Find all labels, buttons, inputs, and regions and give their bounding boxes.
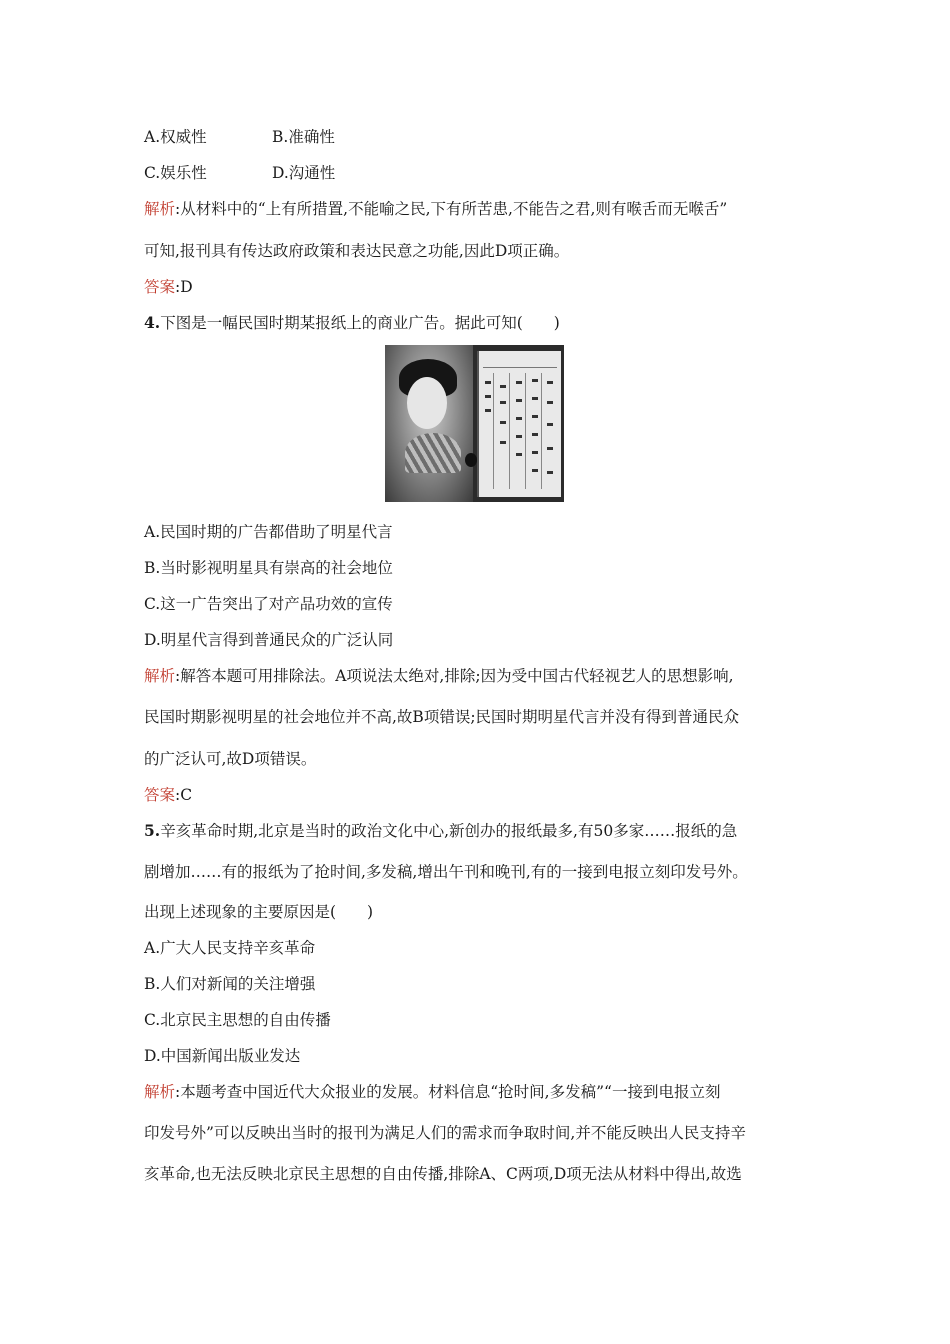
q3-analysis-text-1: :从材料中的“上有所措置,不能喻之民,下有所苦患,不能告之君,则有喉舌而无喉舌”: [175, 200, 728, 218]
q5-stem-line-3: 出现上述现象的主要原因是( ): [144, 903, 374, 921]
q5-stem-line-2: 剧增加……有的报纸为了抢时间,多发稿,增出午刊和晚刊,有的一接到电报立刻印发号外。: [144, 863, 748, 881]
q5-option-c: C.北京民主思想的自由传播: [144, 1011, 331, 1029]
q5-number: 5.: [144, 821, 161, 840]
q4-analysis-line-3: 的广泛认可,故D项错误。: [144, 750, 317, 768]
q4-stem: [144, 313, 560, 333]
q5-analysis-line-1: [144, 1082, 720, 1102]
q3-option-a: A.权威性: [144, 128, 207, 146]
q3-option-d: D.沟通性: [272, 164, 336, 182]
q5-analysis-label: 解析: [144, 1083, 176, 1101]
q4-option-a: A.民国时期的广告都借助了明星代言: [144, 523, 393, 541]
q3-option-b: B.准确性: [272, 128, 335, 146]
q4-answer-label: 答案: [144, 786, 176, 804]
q4-analysis-line-1: [144, 666, 734, 686]
q5-stem-text-1: 辛亥革命时期,北京是当时的政治文化中心,新创办的报纸最多,有50多家……报纸的急: [160, 822, 738, 840]
q5-analysis-line-2: 印发号外”可以反映出当时的报刊为满足人们的需求而争取时间,并不能反映出人民支持辛: [144, 1124, 746, 1142]
q5-stem-line-1: [144, 821, 737, 841]
q3-analysis-line-2: 可知,报刊具有传达政府政策和表达民意之功能,因此D项正确。: [144, 242, 570, 260]
q4-stem-text: 下图是一幅民国时期某报纸上的商业广告。据此可知( ): [160, 314, 560, 332]
q4-analysis-label: 解析: [144, 667, 176, 685]
q5-option-b: B.人们对新闻的关注增强: [144, 975, 316, 993]
actress-photo: [385, 345, 473, 502]
ad-text-panel: [477, 351, 561, 497]
q3-answer: [144, 277, 193, 297]
q3-analysis-label: 解析: [144, 200, 176, 218]
q4-option-b: B.当时影视明星具有崇高的社会地位: [144, 559, 393, 577]
q3-analysis-line-1: [144, 199, 727, 219]
q4-analysis-text-1: :解答本题可用排除法。A项说法太绝对,排除;因为受中国古代轻视艺人的思想影响,: [175, 667, 734, 685]
q4-option-c: C.这一广告突出了对产品功效的宣传: [144, 595, 393, 613]
q5-option-a: A.广大人民支持辛亥革命: [144, 939, 316, 957]
q3-answer-value: :D: [175, 278, 193, 296]
q5-analysis-text-1: :本题考查中国近代大众报业的发展。材料信息“抢时间,多发稿”“一接到电报立刻: [175, 1083, 721, 1101]
q3-option-c: C.娱乐性: [144, 164, 207, 182]
q4-answer: [144, 785, 192, 805]
q5-analysis-line-3: 亥革命,也无法反映北京民主思想的自由传播,排除A、C两项,D项无法从材料中得出,故选: [144, 1165, 742, 1183]
q5-option-d: D.中国新闻出版业发达: [144, 1047, 301, 1065]
q4-answer-value: :C: [175, 786, 193, 804]
advertisement-image: [385, 345, 564, 502]
q4-analysis-line-2: 民国时期影视明星的社会地位并不高,故B项错误;民国时期明星代言并没有得到普通民众: [144, 708, 740, 726]
q4-number: 4.: [144, 313, 161, 332]
q3-answer-label: 答案: [144, 278, 176, 296]
q4-option-d: D.明星代言得到普通民众的广泛认同: [144, 631, 394, 649]
